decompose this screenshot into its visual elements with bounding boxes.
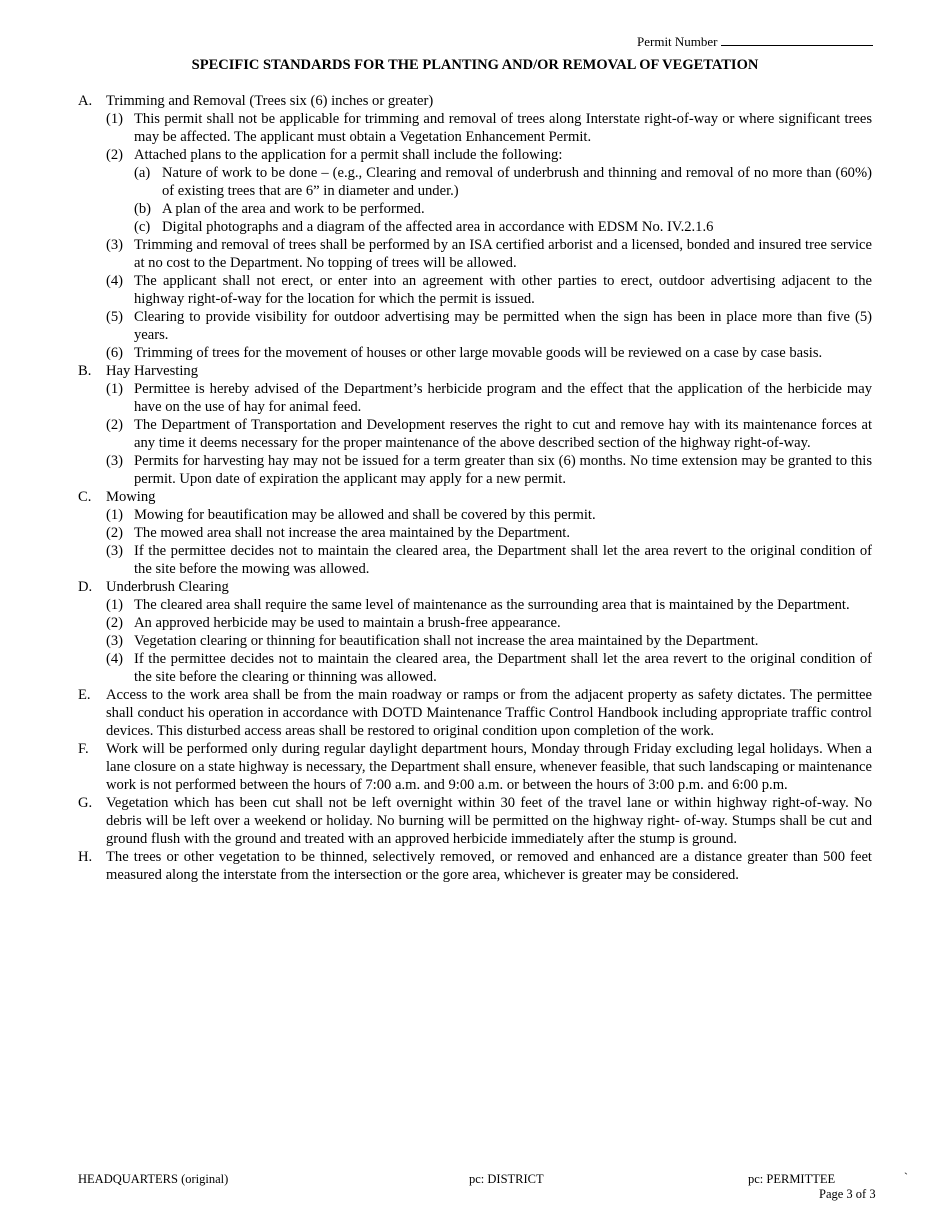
section — [78, 794, 872, 848]
section-label: H. — [78, 849, 93, 865]
section-label: D. — [78, 579, 93, 595]
item-text: If the permittee decides not to maintain the cleared area, the Department shall let the area revert to the original condition of the site before the mowing was allowed. — [134, 543, 872, 577]
list-item — [106, 452, 872, 488]
item-text: Permittee is hereby advised of the Department’s herbicide program and the effect that the application of the herbicide may have on the use of hay for animal feed. — [134, 381, 872, 415]
section — [78, 362, 872, 488]
item-text: The applicant shall not erect, or enter into an agreement with other parties to erect, outdoor advertising adjacent to the highway right-of-way for the location for which the permit is issued. — [134, 273, 872, 307]
item-number: (3) — [106, 633, 124, 649]
item-number: (1) — [106, 111, 124, 127]
item-text: This permit shall not be applicable for trimming and removal of trees along Interstate right-of-way or where significant trees may be affected. The applicant must obtain a Vegetation Enhancement Permit. — [134, 111, 872, 145]
section-body — [106, 794, 872, 848]
item-text: An approved herbicide may be used to maintain a brush-free appearance. — [134, 615, 561, 631]
permit-number-blank — [721, 33, 873, 46]
item-text: Attached plans to the application for a permit shall include the following: — [134, 147, 563, 163]
item-body — [134, 272, 872, 308]
section — [78, 578, 872, 686]
list-item — [106, 416, 872, 452]
item-number: (1) — [106, 381, 124, 397]
section-label: B. — [78, 363, 92, 379]
list-item — [106, 542, 872, 578]
item-body — [134, 632, 872, 650]
document-title: SPECIFIC STANDARDS FOR THE PLANTING AND/OR REMOVAL OF VEGETATION — [191, 57, 759, 73]
item-text: The cleared area shall require the same level of maintenance as the surrounding area that is maintained by the Department. — [134, 597, 850, 613]
item-body — [134, 596, 872, 614]
sub-item-letter: (a) — [134, 165, 151, 181]
sub-item-text: A plan of the area and work to be performed. — [162, 201, 425, 217]
item-body — [134, 542, 872, 578]
section-heading: Trimming and Removal (Trees six (6) inches or greater) — [106, 93, 434, 109]
list-item — [106, 272, 872, 308]
sub-item-text: Nature of work to be done – (e.g., Clearing and removal of underbrush and thinning and removal of no more than (60%) of existing trees that are 6” in diameter and under.) — [162, 165, 872, 199]
item-text: Vegetation clearing or thinning for beautification shall not increase the area maintained by the Department. — [134, 633, 759, 649]
item-number: (1) — [106, 507, 124, 523]
section-heading: Hay Harvesting — [106, 363, 198, 379]
section-heading: The trees or other vegetation to be thinned, selectively removed, or removed and enhanced are a distance greater than 500 feet measured along the interstate from the intersection or the gore area, whichever is greater may be considered. — [106, 849, 872, 883]
item-text: Permits for harvesting hay may not be issued for a term greater than six (6) months. No time extension may be granted to this permit. Upon date of expiration the applicant may apply for a new permit. — [134, 453, 872, 487]
section-body — [106, 578, 872, 686]
section — [78, 740, 872, 794]
list-item — [106, 524, 872, 542]
item-body — [134, 650, 872, 686]
sub-item-letter: (c) — [134, 219, 151, 235]
item-body — [134, 236, 872, 272]
list-item — [106, 614, 872, 632]
item-body — [134, 524, 872, 542]
footer-permittee: pc: PERMITTEE — [748, 1172, 836, 1186]
footer-headquarters: HEADQUARTERS (original) — [78, 1172, 229, 1186]
item-number: (1) — [106, 597, 124, 613]
list-item — [106, 236, 872, 272]
footer-district: pc: DISTRICT — [469, 1172, 544, 1186]
stray-mark: ` — [904, 1170, 908, 1184]
item-number: (3) — [106, 543, 124, 559]
list-item — [106, 596, 872, 614]
permit-number-line — [637, 33, 873, 50]
item-body — [134, 614, 872, 632]
item-number: (3) — [106, 453, 124, 469]
item-number: (4) — [106, 651, 124, 667]
item-text: Mowing for beautification may be allowed and shall be covered by this permit. — [134, 507, 596, 523]
page-number: Page 3 of 3 — [819, 1187, 876, 1201]
item-number: (2) — [106, 525, 124, 541]
section-body — [106, 848, 872, 884]
section — [78, 488, 872, 578]
item-text: The mowed area shall not increase the area maintained by the Department. — [134, 525, 571, 541]
permit-number-label: Permit Number — [637, 34, 718, 49]
sub-item-text: Digital photographs and a diagram of the affected area in accordance with EDSM No. IV.2.1.6 — [162, 219, 714, 235]
section-body — [106, 488, 872, 578]
section-heading: Mowing — [106, 489, 156, 505]
section-label: C. — [78, 489, 92, 505]
sub-item — [134, 164, 872, 200]
list-item — [106, 110, 872, 146]
section — [78, 92, 872, 362]
sub-item — [134, 218, 872, 236]
item-body — [134, 344, 872, 362]
item-body — [134, 506, 872, 524]
section-body — [106, 362, 872, 488]
sub-item — [134, 200, 872, 218]
section-label: E. — [78, 687, 91, 703]
section-heading: Underbrush Clearing — [106, 579, 229, 595]
standards-list — [78, 92, 872, 884]
item-number: (5) — [106, 309, 124, 325]
item-text: Clearing to provide visibility for outdoor advertising may be permitted when the sign has been in place more than five (5) years. — [134, 309, 872, 343]
item-text: The Department of Transportation and Development reserves the right to cut and remove hay with its maintenance forces at any time it deems necessary for the proper maintenance of the above described section of the highway right-of-way. — [134, 417, 872, 451]
list-item — [106, 650, 872, 686]
item-body — [134, 452, 872, 488]
section-heading: Access to the work area shall be from the main roadway or ramps or from the adjacent property as safety dictates. The permittee shall conduct his operation in accordance with DOTD Maintenance Traffic Control Handbook including appropriate traffic control devices. This disturbed access areas shall be restored to original condition upon completion of the work. — [106, 687, 872, 739]
section-body — [106, 686, 872, 740]
item-body — [134, 110, 872, 146]
section — [78, 686, 872, 740]
list-item — [106, 506, 872, 524]
list-item — [106, 308, 872, 344]
item-text: Trimming of trees for the movement of houses or other large movable goods will be reviewed on a case by case basis. — [134, 345, 823, 361]
section-body — [106, 740, 872, 794]
section-heading: Vegetation which has been cut shall not be left overnight within 30 feet of the travel lane or within highway right-of-way. No debris will be left over a weekend or holiday. No burning will be permitted on the highway right- of-way. Stumps shall be cut and ground flush with the ground and treated with an approved herbicide immediately after the stump is ground. — [106, 795, 872, 847]
item-text: Trimming and removal of trees shall be performed by an ISA certified arborist and a licensed, bonded and insured tree service at no cost to the Department. No topping of trees will be allowed. — [134, 237, 872, 271]
item-number: (2) — [106, 147, 124, 163]
item-number: (3) — [106, 237, 124, 253]
list-item — [106, 632, 872, 650]
section-heading: Work will be performed only during regular daylight department hours, Monday through Friday excluding legal holidays. When a lane closure on a state highway is necessary, the Department shall ensure, whenever feasible, that such landscaping or maintenance work is not performed between the hours of 7:00 a.m. and 9:00 a.m. or between the hours of 3:00 p.m. and 6:00 p.m. — [106, 741, 872, 793]
item-number: (4) — [106, 273, 124, 289]
list-item — [106, 344, 872, 362]
sub-item-letter: (b) — [134, 201, 152, 217]
item-text: If the permittee decides not to maintain the cleared area, the Department shall let the area revert to the original condition of the site before the clearing or thinning was allowed. — [134, 651, 872, 685]
section — [78, 848, 872, 884]
section-label: F. — [78, 741, 89, 757]
section-label: A. — [78, 93, 93, 109]
item-body — [134, 146, 872, 236]
item-number: (2) — [106, 615, 124, 631]
item-body — [134, 416, 872, 452]
list-item — [106, 146, 872, 236]
item-body — [134, 308, 872, 344]
section-body — [106, 92, 872, 362]
item-number: (2) — [106, 417, 124, 433]
section-label: G. — [78, 795, 93, 811]
item-number: (6) — [106, 345, 124, 361]
item-body — [134, 380, 872, 416]
list-item — [106, 380, 872, 416]
